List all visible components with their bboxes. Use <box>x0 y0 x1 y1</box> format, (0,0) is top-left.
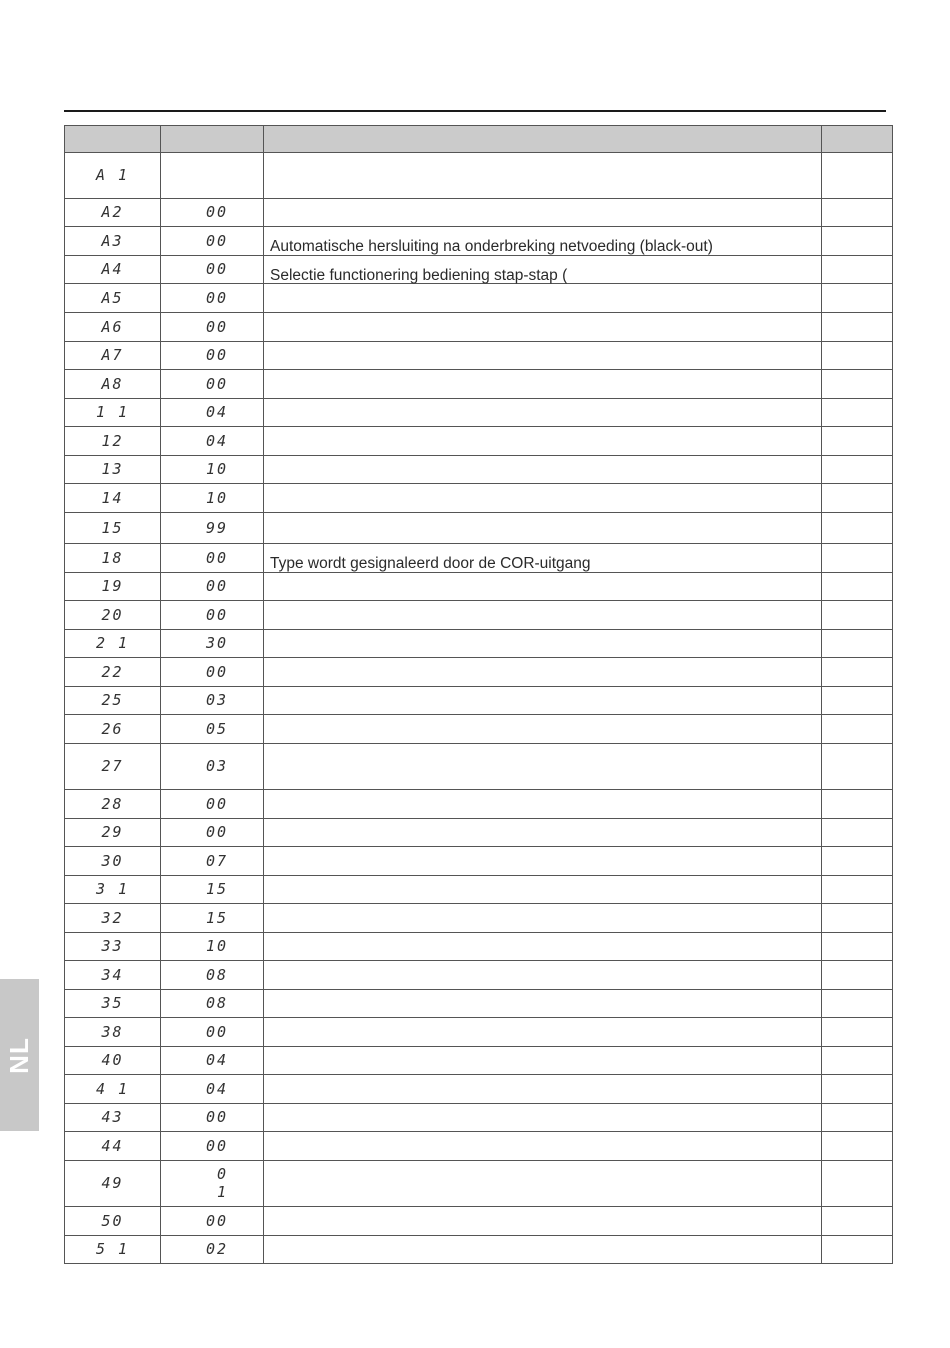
description-cell <box>264 961 822 990</box>
table-row <box>65 601 893 630</box>
default-value: 04 <box>205 431 228 450</box>
default-value: 10 <box>205 460 228 478</box>
default-cell <box>161 544 264 573</box>
table-row <box>65 687 893 715</box>
parameter-code: 25 <box>101 691 124 709</box>
parameter-code: 13 <box>101 460 124 478</box>
table-row <box>65 1207 893 1236</box>
description-cell <box>264 876 822 904</box>
table-row <box>65 342 893 370</box>
description-cell <box>264 399 822 427</box>
extra-cell <box>822 658 893 687</box>
extra-cell <box>822 1132 893 1161</box>
description-cell <box>264 199 822 227</box>
parameter-code: A 1 <box>95 166 130 184</box>
extra-cell <box>822 961 893 990</box>
parameter-cell <box>65 573 161 601</box>
description-cell <box>264 544 822 573</box>
description-cell <box>264 227 822 256</box>
description-cell <box>264 819 822 847</box>
header-extra <box>822 126 893 153</box>
table-row <box>65 1236 893 1264</box>
parameter-code: 38 <box>101 1022 124 1041</box>
language-tab <box>0 979 39 1131</box>
parameter-code: 30 <box>101 851 124 870</box>
parameter-code: A4 <box>101 260 124 278</box>
parameter-code: 20 <box>101 605 124 624</box>
parameter-code: A8 <box>101 374 124 393</box>
extra-cell <box>822 744 893 790</box>
table-row <box>65 427 893 456</box>
parameter-cell <box>65 961 161 990</box>
default-value: 00 <box>205 317 228 336</box>
table-row <box>65 990 893 1018</box>
default-cell <box>161 227 264 256</box>
default-cell <box>161 601 264 630</box>
default-cell <box>161 342 264 370</box>
parameter-code: 49 <box>101 1174 124 1192</box>
parameter-code: 22 <box>101 662 124 681</box>
table-row <box>65 256 893 284</box>
parameter-cell <box>65 601 161 630</box>
description-cell <box>264 601 822 630</box>
table-row <box>65 227 893 256</box>
extra-cell <box>822 601 893 630</box>
parameter-cell <box>65 715 161 744</box>
parameter-code: 27 <box>101 757 124 775</box>
table-row <box>65 399 893 427</box>
table-row <box>65 484 893 513</box>
extra-cell <box>822 456 893 484</box>
parameter-cell <box>65 153 161 199</box>
description-cell <box>264 715 822 744</box>
default-cell <box>161 876 264 904</box>
default-value: 00 <box>205 1022 228 1041</box>
default-value: 00 <box>205 605 228 624</box>
table-body <box>65 153 893 1264</box>
default-value: 00 <box>205 548 228 567</box>
parameter-code: A7 <box>101 346 124 364</box>
extra-cell <box>822 1075 893 1104</box>
parameter-cell <box>65 313 161 342</box>
parameter-cell <box>65 1236 161 1264</box>
parameter-cell <box>65 1161 161 1207</box>
extra-cell <box>822 199 893 227</box>
table-row <box>65 1047 893 1075</box>
extra-cell <box>822 904 893 933</box>
description-text: Selectie functionering bediening stap-stap ( <box>270 266 568 284</box>
parameter-cell <box>65 484 161 513</box>
description-cell <box>264 573 822 601</box>
default-cell <box>161 990 264 1018</box>
default-cell <box>161 484 264 513</box>
table-row <box>65 284 893 313</box>
parameter-code: A2 <box>101 203 124 221</box>
description-cell <box>264 1207 822 1236</box>
default-cell <box>161 153 264 199</box>
table-row <box>65 513 893 544</box>
extra-cell <box>822 227 893 256</box>
default-cell <box>161 199 264 227</box>
extra-cell <box>822 256 893 284</box>
parameter-code: 29 <box>101 823 124 841</box>
extra-cell <box>822 933 893 961</box>
extra-cell <box>822 370 893 399</box>
extra-cell <box>822 790 893 819</box>
extra-cell <box>822 1047 893 1075</box>
description-cell <box>264 990 822 1018</box>
default-value: 05 <box>205 719 228 738</box>
parameter-cell <box>65 513 161 544</box>
extra-cell <box>822 1104 893 1132</box>
default-value: 00 <box>205 288 228 307</box>
default-cell <box>161 427 264 456</box>
default-cell <box>161 819 264 847</box>
default-cell <box>161 961 264 990</box>
parameter-code: 18 <box>101 548 124 567</box>
default-value: 00 <box>205 1211 228 1230</box>
parameter-cell <box>65 819 161 847</box>
parameter-cell <box>65 199 161 227</box>
default-cell <box>161 1104 264 1132</box>
default-value: 00 <box>205 823 228 841</box>
table-row <box>65 630 893 658</box>
parameter-cell <box>65 876 161 904</box>
language-tab-label: NL <box>3 1036 34 1074</box>
table-header-row <box>65 126 893 153</box>
extra-cell <box>822 819 893 847</box>
description-cell <box>264 658 822 687</box>
description-cell <box>264 313 822 342</box>
default-cell <box>161 573 264 601</box>
description-cell <box>264 342 822 370</box>
default-value: 00 <box>205 794 228 813</box>
extra-cell <box>822 1236 893 1264</box>
extra-cell <box>822 544 893 573</box>
default-value: 08 <box>205 965 228 984</box>
table-row <box>65 715 893 744</box>
default-cell <box>161 1018 264 1047</box>
description-cell <box>264 370 822 399</box>
table-row <box>65 1018 893 1047</box>
table-row <box>65 313 893 342</box>
default-cell <box>161 715 264 744</box>
extra-cell <box>822 342 893 370</box>
parameter-cell <box>65 1075 161 1104</box>
table-row <box>65 1104 893 1132</box>
parameter-cell <box>65 1047 161 1075</box>
parameter-cell <box>65 1207 161 1236</box>
description-cell <box>264 790 822 819</box>
table-row <box>65 933 893 961</box>
parameter-cell <box>65 227 161 256</box>
default-value: 00 <box>205 1108 228 1126</box>
default-cell <box>161 284 264 313</box>
parameter-cell <box>65 990 161 1018</box>
table-row <box>65 456 893 484</box>
default-cell <box>161 658 264 687</box>
parameter-cell <box>65 744 161 790</box>
description-cell <box>264 256 822 284</box>
default-cell <box>161 1207 264 1236</box>
parameter-code: A3 <box>101 231 124 250</box>
extra-cell <box>822 687 893 715</box>
parameter-code: 43 <box>101 1108 124 1126</box>
description-cell <box>264 1104 822 1132</box>
default-value: 00 <box>205 577 228 595</box>
extra-cell <box>822 876 893 904</box>
parameter-code: 33 <box>101 937 124 955</box>
default-value: 00 <box>205 203 228 221</box>
description-cell <box>264 1161 822 1207</box>
default-cell <box>161 847 264 876</box>
parameter-cell <box>65 456 161 484</box>
default-value: 08 <box>205 994 228 1012</box>
table-row <box>65 199 893 227</box>
default-cell <box>161 313 264 342</box>
table-row <box>65 961 893 990</box>
default-value: 02 <box>205 1240 228 1258</box>
extra-cell <box>822 573 893 601</box>
extra-cell <box>822 484 893 513</box>
parameter-cell <box>65 933 161 961</box>
table-row <box>65 790 893 819</box>
parameter-code: 44 <box>101 1136 124 1155</box>
default-cell <box>161 790 264 819</box>
parameter-code: 5 1 <box>95 1240 130 1258</box>
description-cell <box>264 456 822 484</box>
parameter-code: A5 <box>101 288 124 307</box>
default-value: 04 <box>205 1079 228 1098</box>
default-value: 00 <box>205 260 228 278</box>
parameter-code: 2 1 <box>95 634 130 652</box>
parameter-code: 3 1 <box>95 880 130 898</box>
parameter-cell <box>65 1018 161 1047</box>
default-value: 03 <box>205 691 228 709</box>
header-description <box>264 126 822 153</box>
parameter-cell <box>65 284 161 313</box>
parameter-code: 40 <box>101 1051 124 1069</box>
extra-cell <box>822 284 893 313</box>
default-value: 00 <box>205 1136 228 1155</box>
description-cell <box>264 284 822 313</box>
parameter-table <box>64 125 893 1264</box>
table-row <box>65 544 893 573</box>
extra-cell <box>822 427 893 456</box>
description-cell <box>264 1075 822 1104</box>
default-value: 04 <box>205 1051 228 1069</box>
default-cell <box>161 1132 264 1161</box>
extra-cell <box>822 153 893 199</box>
parameter-cell <box>65 1132 161 1161</box>
default-cell <box>161 370 264 399</box>
extra-cell <box>822 1161 893 1207</box>
description-cell <box>264 847 822 876</box>
parameter-cell <box>65 630 161 658</box>
default-value: 15 <box>205 908 228 927</box>
extra-cell <box>822 630 893 658</box>
default-cell <box>161 1161 264 1207</box>
header-parameter <box>65 126 161 153</box>
extra-cell <box>822 715 893 744</box>
description-cell <box>264 1018 822 1047</box>
parameter-code: 32 <box>101 908 124 927</box>
parameter-code: 12 <box>101 431 124 450</box>
parameter-code: 15 <box>101 518 124 537</box>
table-row <box>65 153 893 199</box>
extra-cell <box>822 313 893 342</box>
parameter-code: A6 <box>101 317 124 336</box>
parameter-code: 14 <box>101 488 124 507</box>
description-cell <box>264 1047 822 1075</box>
table-row <box>65 658 893 687</box>
default-cell <box>161 456 264 484</box>
parameter-cell <box>65 790 161 819</box>
default-cell <box>161 687 264 715</box>
parameter-cell <box>65 427 161 456</box>
parameter-cell <box>65 256 161 284</box>
extra-cell <box>822 1207 893 1236</box>
parameter-cell <box>65 687 161 715</box>
default-value: 30 <box>205 634 228 652</box>
description-cell <box>264 904 822 933</box>
description-cell <box>264 1236 822 1264</box>
default-cell <box>161 256 264 284</box>
default-value: 99 <box>205 518 228 537</box>
parameter-code: 1 1 <box>95 403 130 421</box>
extra-cell <box>822 399 893 427</box>
table-row <box>65 370 893 399</box>
description-cell <box>264 687 822 715</box>
table-row <box>65 904 893 933</box>
default-value: 10 <box>205 488 228 507</box>
parameter-cell <box>65 847 161 876</box>
parameter-cell <box>65 399 161 427</box>
default-cell <box>161 399 264 427</box>
default-value: 00 <box>205 374 228 393</box>
default-value: 03 <box>205 757 228 775</box>
description-text: Automatische hersluiting na onderbreking netvoeding (black-out) <box>270 238 713 255</box>
parameter-code: 34 <box>101 965 124 984</box>
table-row <box>65 1132 893 1161</box>
extra-cell <box>822 990 893 1018</box>
table-row <box>65 876 893 904</box>
parameter-cell <box>65 370 161 399</box>
table-row <box>65 819 893 847</box>
parameter-code: 19 <box>101 577 124 595</box>
default-value: 00 <box>205 231 228 250</box>
description-cell <box>264 1132 822 1161</box>
top-rule <box>64 110 886 112</box>
description-cell <box>264 630 822 658</box>
default-value: 15 <box>205 880 228 898</box>
table-row <box>65 1161 893 1207</box>
default-cell <box>161 744 264 790</box>
default-value: 00 <box>205 346 228 364</box>
parameter-code: 35 <box>101 994 124 1012</box>
default-cell <box>161 904 264 933</box>
table-row <box>65 1075 893 1104</box>
parameter-cell <box>65 544 161 573</box>
default-cell <box>161 1236 264 1264</box>
default-value: 0 1 <box>216 1165 228 1201</box>
description-cell <box>264 744 822 790</box>
description-cell <box>264 933 822 961</box>
default-cell <box>161 1075 264 1104</box>
description-cell <box>264 427 822 456</box>
table-row <box>65 847 893 876</box>
description-cell <box>264 513 822 544</box>
parameter-code: 4 1 <box>95 1079 130 1098</box>
extra-cell <box>822 847 893 876</box>
description-text: Type wordt gesignaleerd door de COR-uitgang <box>270 555 591 572</box>
default-cell <box>161 513 264 544</box>
extra-cell <box>822 1018 893 1047</box>
default-cell <box>161 1047 264 1075</box>
default-value: 07 <box>205 851 228 870</box>
default-value: 00 <box>205 662 228 681</box>
parameter-cell <box>65 342 161 370</box>
parameter-cell <box>65 904 161 933</box>
table-row <box>65 744 893 790</box>
parameter-code: 50 <box>101 1211 124 1230</box>
parameter-code: 28 <box>101 794 124 813</box>
header-default <box>161 126 264 153</box>
extra-cell <box>822 513 893 544</box>
table-row <box>65 573 893 601</box>
default-cell <box>161 933 264 961</box>
parameter-cell <box>65 1104 161 1132</box>
default-cell <box>161 630 264 658</box>
parameter-code: 26 <box>101 719 124 738</box>
description-cell <box>264 484 822 513</box>
default-value: 04 <box>205 403 228 421</box>
description-cell <box>264 153 822 199</box>
parameter-cell <box>65 658 161 687</box>
default-value: 10 <box>205 937 228 955</box>
